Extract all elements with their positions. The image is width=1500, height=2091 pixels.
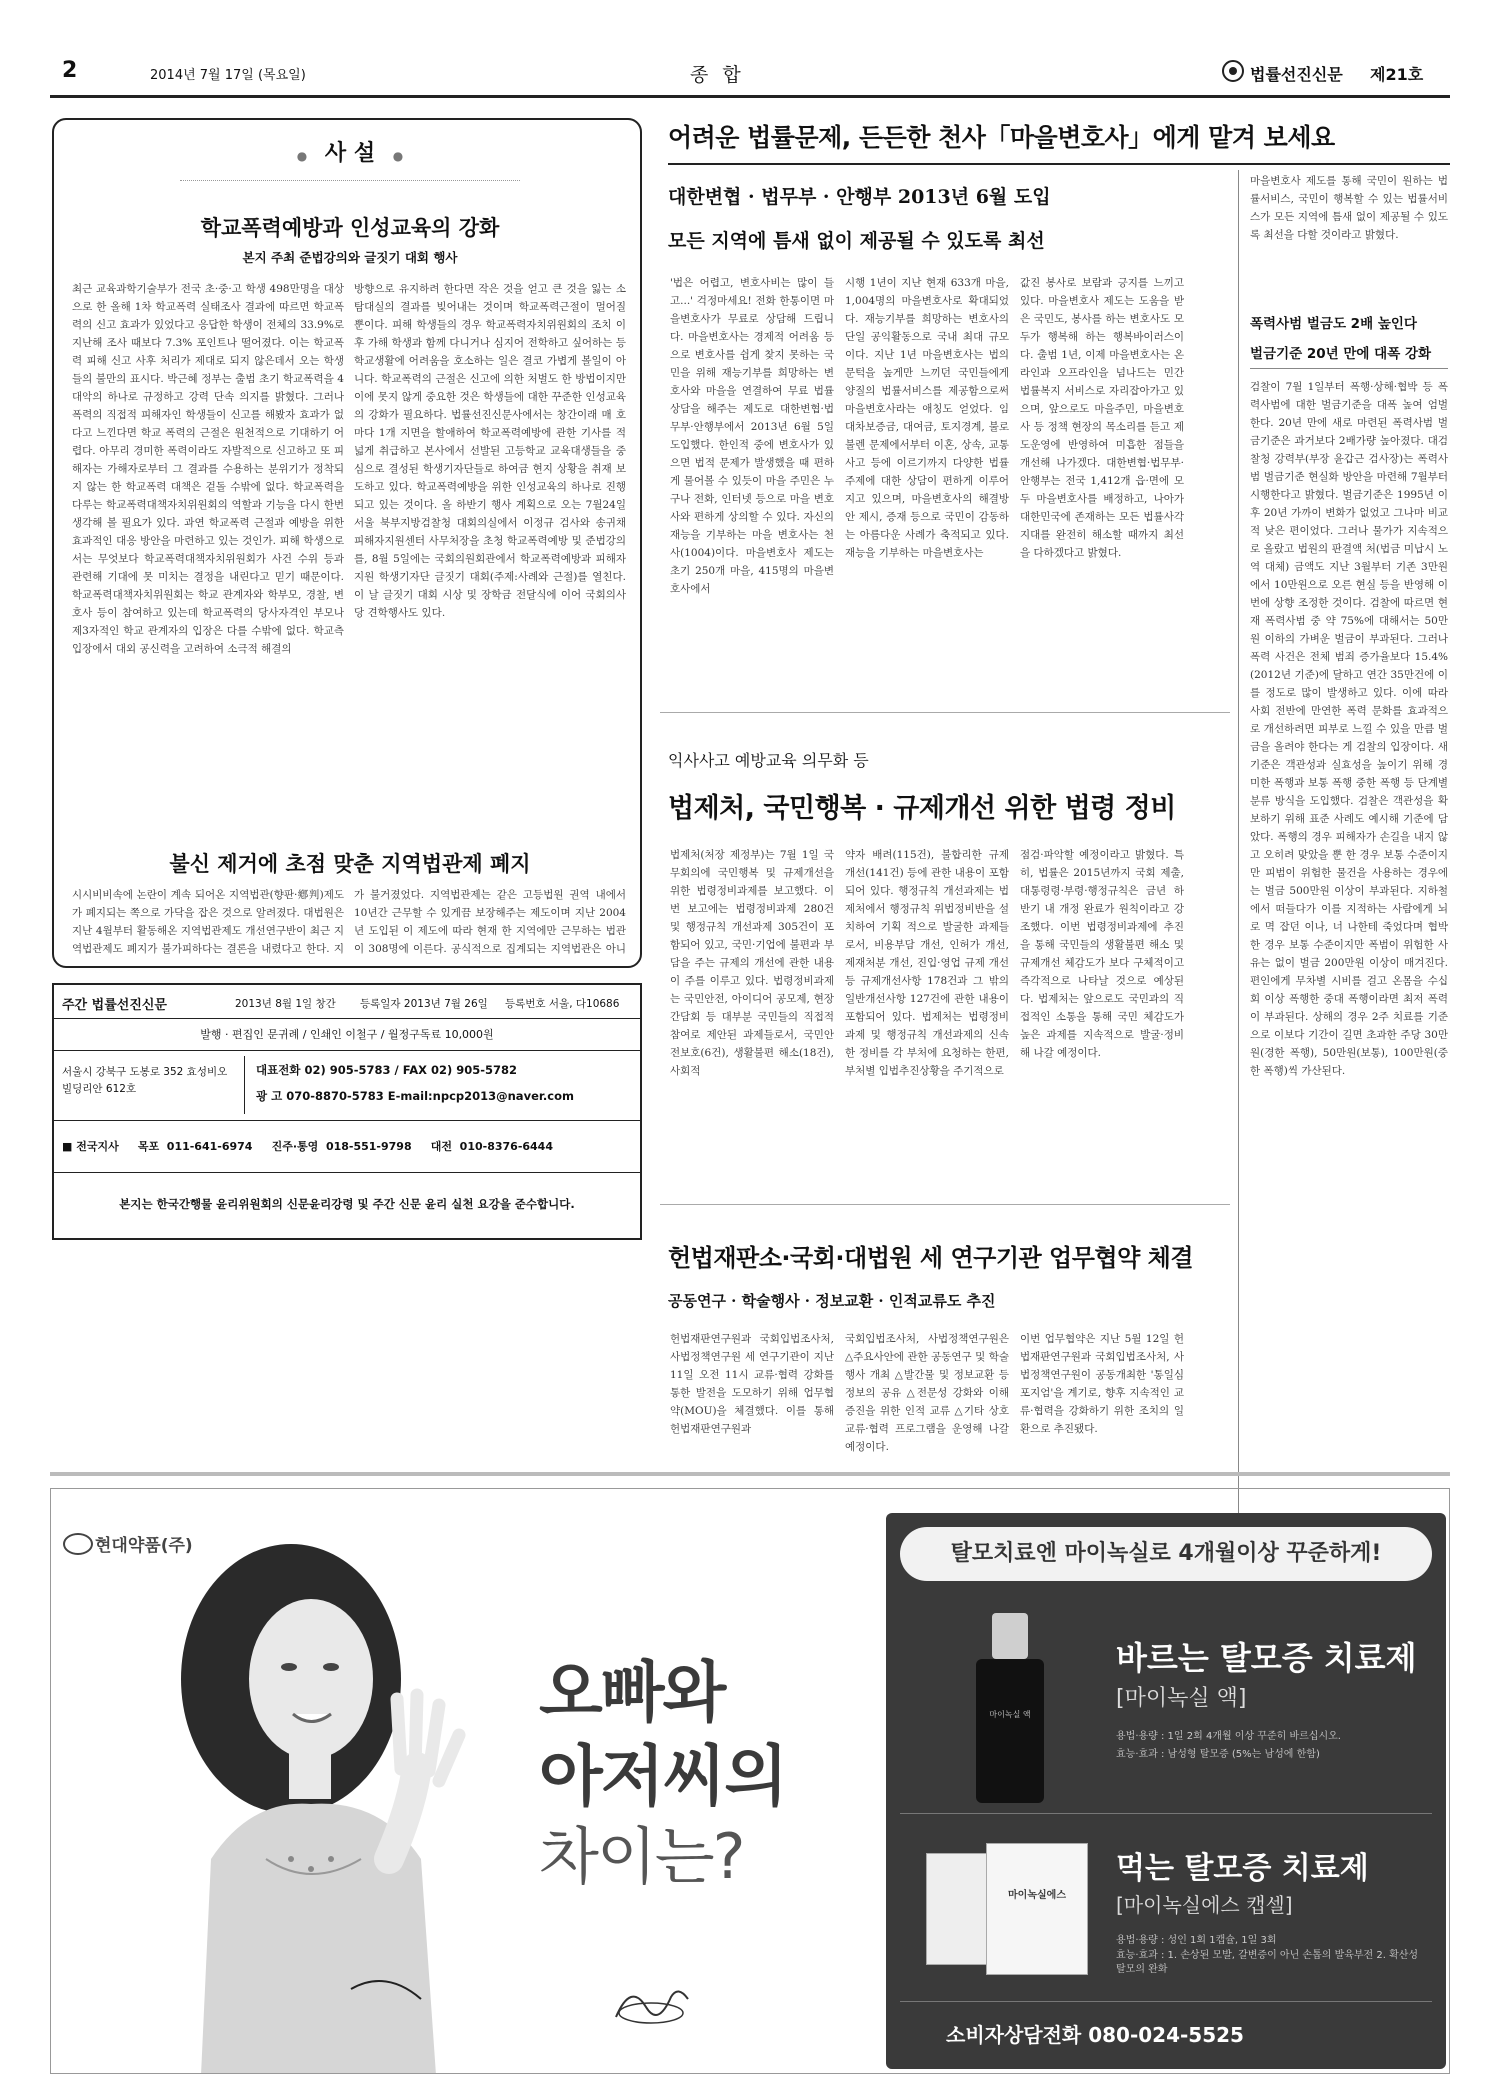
imprint-staff: 발행 · 편집인 문귀례 / 인쇄인 이철구 / 월정구독료 10,000원 <box>200 1028 494 1041</box>
product2-effect: 효능·효과 : 1. 손상된 모발, 갈변증이 아닌 손톱의 발육부전 2. 확산성 탈모의 완화 <box>1116 1950 1419 1975</box>
article1-col-4: 마을변호사 제도를 통해 국민이 원하는 법률서비스, 국민이 행복할 수 있는 법률서비스가 모든 지역에 틈새 없이 제공될 수 있도록 최선을 다할 것이라고 밝혔다. <box>1250 175 1448 241</box>
capsule-box-2 <box>986 1843 1088 1975</box>
product1-name: [마이녹실 액] <box>1116 1686 1247 1711</box>
ad-top-rule <box>50 1472 1450 1476</box>
product2-title: 먹는 탈모증 치료제 <box>1116 1851 1369 1886</box>
editorial-badge-label: 사 설 <box>324 140 376 166</box>
imprint-founded: 2013년 8월 1일 창간 <box>235 998 336 1010</box>
imprint-rule-2 <box>52 1050 642 1051</box>
page-number: 2 <box>62 58 78 83</box>
article1-col-3: 값진 봉사로 보람과 긍지를 느끼고 있다. 마을변호사 제도는 도움을 받은 국민도, 봉사를 하는 변호사도 모두가 행복해 하는 행복바이러스이다. 출범 1년, 이제 마을변호사는 온라인과 오프라인을 넘나드는 민간 법률복지 서비스로 자리잡아가고 있으며, 앞으로도 마을주민, 마을변호사 등 정책 현장의 목소리를 듣고 제도운영에 반영하여 미흡한 점들을 개선해 나가겠다. 대한변협·법무부·안행부는 전국 1,412개 읍·면에 모두 마을변호사를 배정하고, 나아가 대한민국에 존재하는 모든 법률사각지대를 완전히 해소할 때까지 최선을 다하겠다고 밝혔다. <box>1020 277 1184 559</box>
paper-logo-icon <box>1222 60 1244 82</box>
signature-mark <box>606 1977 696 2037</box>
side-column-divider <box>1238 170 1239 1660</box>
article2-headline: 법제처, 국민행복 · 규제개선 위한 법령 정비 <box>668 793 1176 824</box>
product2-usage: 용법·용량 : 성인 1회 1캡슐, 1일 3회 <box>1116 1935 1277 1946</box>
bottle-label: 마이녹실 액 <box>989 1710 1031 1719</box>
article2-bottom-rule <box>660 1204 1230 1205</box>
imprint-rule-3 <box>52 1120 642 1121</box>
imprint-paper: 주간 법률선진신문 <box>62 998 167 1013</box>
imprint-branches: ■ 전국지사 목포 011-641-6974 진주·통영 018-551-9798 대전 010-8376-6444 <box>62 1140 553 1153</box>
model-portrait <box>171 1529 501 2074</box>
side-head-2: 벌금기준 20년 만에 대폭 강화 <box>1250 346 1432 362</box>
side-head-rule <box>1250 368 1448 369</box>
article1-rule <box>668 163 1450 165</box>
article3-col-3: 이번 업무협약은 지난 5월 12일 헌법재판연구원과 국회입법조사처, 사법정책연구원이 공동개최한 '통일심포지엄'을 계기로, 향후 지속적인 교류·협력을 강화하기 위한 조치의 일환으로 추진됐다. <box>1020 1333 1184 1435</box>
article2-col-3: 점검·파악할 예정이라고 밝혔다. 특히, 법률은 2015년까지 국회 제출, 대통령령·부령·행정규칙은 금년 하반기 내 개정 완료가 원칙이라고 강조했다. 이번 법령정비과제에 추진을 통해 국민들의 생활불편 해소 및 규제개선 체감도가 보다 구체적이고 즉각적으로 나타날 것으로 예상된다. 법제처는 앞으로도 국민과의 직접적인 소통을 통해 국민 체감도가 높은 과제를 지속적으로 발굴·정비해 나갈 예정이다. <box>1020 849 1184 1059</box>
article3-sub: 공동연구 · 학술행사 · 정보교환 · 인적교류도 추진 <box>668 1292 996 1310</box>
product1-title: 바르는 탈모증 치료제 <box>1116 1639 1417 1677</box>
article1-col-1: '법은 어렵고, 변호사비는 많이 들고...' 걱정마세요! 전화 한통이면 마을변호사가 무료로 상담해 드립니다. 마을변호사는 경제적 어려움 등으로 변호사를 쉽게 찾지 못하는 국민을 위해 재능기부를 희망하는 변호사와 마을을 연결하여 무료 법률상담을 해주는 제도로 대한변협·법무부·안행부에서 2013년 6월 5일 도입했다. 한인적 중에 변호사가 있으면 법적 문제가 발생했을 때 편하게 물어볼 수 있듯이 마을 주민은 누구나 전화, 인터넷 등으로 마을 변호사와 편하게 상의할 수 있다. 자신의 재능을 기부하는 마을 변호사는 천사(1004)이다. 마을변호사 제도는 초기 250개 마을, 415명의 마을변호사에서 <box>670 277 834 595</box>
section-name: 종 합 <box>690 64 745 86</box>
editorial-col-4: 가 불거졌었다. 지역법관제는 같은 고등법원 권역 내에서 10년간 근무할 수 있게끔 보장해주는 제도이며 지난 2004년 도입된 이 제도에 따라 현재 한 지역에만 근무하는 법관이 308명에 이른다. 공식적으로 집계되는 지역법관은 아니 <box>354 889 626 955</box>
ad-headline-3: 차이는? <box>539 1820 744 1893</box>
lotion-bottle <box>976 1613 1044 1803</box>
editorial-col-2: 방향으로 유지하려 한다면 작은 것을 얻고 큰 것을 잃는 소탐대실의 결과를 빚어내는 것이며 학교폭력근절이 멀어질 뿐이다. 피해 학생들의 경우 학교폭력자치위원회의 조치 이후 가해 학생과 함께 다니거나 심지어 전학하고 싶어하는 등 학교생활에 어려움을 호소하는 일은 결코 가볍게 볼일이 아니다. 학교폭력의 근절은 신고에 의한 처벌도 한 방법이지만 이에 못지 않게 중요한 것은 학생들에 대한 꾸준한 인성교육의 강화가 필요하다. 법률선진신문사에서는 창간이래 매 호마다 1개 지면을 할애하여 학교폭력예방에 관한 기사를 적 넓게 취급하고 본사에서 선발된 고등학교 교육대생들을 중심으로 결성된 학생기자단들로 하여금 현지 상황을 취재 보도하고 있다. 학교폭력예방을 위한 인성교육의 하나로 진행되고 있는 것이다. 올 하반기 행사 계획으로 오는 7월24일 서울 북부지방검찰청 대회의실에서 이정규 검사와 송귀채 피해자지원센터 사무처장을 초청 학교폭력예방 및 준법강의를, 8월 5일에는 국회의원회관에서 학교폭력예방과 피해자지원 학생기자단 글짓기 대회(주제:사례와 근절)를 열친다. 이 날 글짓기 대회 시상 및 장학금 전달식에 이어 국회의사당 견학행사도 있다. <box>354 283 626 619</box>
imprint-reg-no: 등록번호 서울, 다10686 <box>505 998 620 1010</box>
article3-headline: 헌법재판소·국회·대법원 세 연구기관 업무협약 체결 <box>668 1244 1194 1272</box>
imprint-rule-4 <box>52 1172 642 1173</box>
issue-number: 제21호 <box>1370 65 1424 84</box>
ad-hotline: 소비자상담전화 080-024-5525 <box>946 2023 1244 2047</box>
issue-date: 2014년 7월 17일 (목요일) <box>150 68 306 83</box>
product-panel <box>886 1513 1446 2069</box>
article2-col-1: 법제처(처장 제정부)는 7월 1일 국무회의에 국민행복 및 규제개선을 위한 법령정비과제를 보고했다. 이번 보고에는 법령정비과제 280건 및 행정규칙 개선과제 305건이 포함되어 있고, 국민·기업에 불편과 부담을 주는 규제의 개선에 관한 내용이 주를 이루고 있다. 법령정비과제는 국민안전, 아이디어 공모제, 현장간담회 등 대부분 국민들의 직접적 참여로 제안된 과제들로서, 국민안전보호(6건), 생활불편 해소(18건), 사회적 <box>670 849 834 1077</box>
ad-company: 현대약품(주) <box>95 1536 193 1556</box>
imprint-rule-1 <box>52 1018 642 1019</box>
product1-usage: 용법·용량 : 1일 2회 4개월 이상 꾸준히 바르십시오. <box>1116 1731 1341 1742</box>
editorial-title-2: 불신 제거에 초점 맞춘 지역법관제 폐지 <box>169 851 531 876</box>
article1-sub-1: 대한변협 · 법무부 · 안행부 2013년 6월 도입 <box>668 186 1051 208</box>
product1-effect: 효능·효과 : 남성형 탈모증 (5%는 남성에 한함) <box>1116 1749 1320 1760</box>
product2-name: [마이녹실에스 캡셀] <box>1116 1893 1293 1917</box>
ad-banner <box>900 1527 1432 1581</box>
advertisement <box>50 1488 1450 2074</box>
ad-banner-text: 탈모치료엔 마이녹실로 4개월이상 꾸준하게! <box>950 1541 1382 1566</box>
imprint-ethics: 본지는 한국간행물 윤리위원회의 신문윤리강령 및 주간 신문 윤리 실천 요강을 준수합니다. <box>119 1197 575 1211</box>
badge-rule <box>180 180 520 181</box>
editorial-subtitle-1: 본지 주최 준법강의와 글짓기 대회 행사 <box>242 250 458 265</box>
side-head-1: 폭력사범 벌금도 2배 높인다 <box>1250 316 1417 332</box>
editorial-col-3: 시시비비속에 논란이 계속 되어온 지역법관(향판·鄕判)제도가 폐지되는 쪽으로 가닥을 잡은 것으로 알려졌다. 대법원은 지난 4월부터 활동해온 지역법관제도 개선연구반이 최근 지역법관제도 폐지가 불가피하다는 결론을 내렸다고 한다. 지 <box>72 889 344 955</box>
ad-headline-1: 오빠와 <box>539 1654 725 1731</box>
editorial-col-1: 최근 교육과학기술부가 전국 초·중·고 학생 498만명을 대상으로 한 올해 1차 학교폭력 실태조사 결과에 따르면 학교폭력의 신고 효과가 있었다고 응답한 학생이 전체의 33.9%로 지난해 조사 때보다 7.3% 포인트나 떨어졌다. 이는 학교폭력 피해 신고 사후 처리가 제대로 되지 않은데서 오는 학생들의 불만의 표시다. 박근혜 정부는 출범 초기 학교폭력을 4대악의 하나로 규정하고 강력 단속 의지를 밝혔다. 그러나 폭력의 직접적 피해자인 학생들이 신고를 해봤자 효과가 없다고 느낀다면 학교 폭력의 근절은 원천적으로 기대하기 어렵다. 아무리 경미한 폭력이라도 자발적으로 신고하고 또 피해자는 가해자로부터 그 결과를 수용하는 분위기가 정착되지 않는 한 학교폭력 대책은 겉돌 수밖에 없다. 학교폭력을 다루는 학교폭력대책자치위원회의 역할과 기능을 다시 한번 생각해 볼 필요가 있다. 과연 학교폭력 근절과 예방을 위한 효과적인 대응 방안을 마련하고 있는 것인가. 피해 학생으로서는 무엇보다 학교폭력대책자치위원회가 사건 수위 등과 관련해 기대에 못 미치는 결정을 내린다고 믿기 때문이다. 학교폭력대책자치위원회는 학교 관계자와 학부모, 경찰, 변호사 등이 참여하고 있는데 학교폭력의 당사자격인 부모나 제3자적인 학교 관계자의 입장은 다를 수밖에 없다. 학교측 입장에서 대외 공신력을 고려하여 소극적 해결의 <box>72 283 344 655</box>
article1-col-2: 시행 1년이 지난 현재 633개 마을, 1,004명의 마을변호사로 확대되었다. 재능기부를 희망하는 변호사의 단일 공익활동으로 국내 최대 규모이다. 지난 1년 마을변호사는 법의 문턱을 높게만 느끼던 국민들에게 양질의 법률서비스를 제공함으로써 마을변호사라는 애칭도 얻었다. 임대차보증금, 대여금, 토지경계, 불로불렌 문제에서부터 이혼, 상속, 교통사고 등에 이르기까지 다양한 법률주제에 대한 상담이 편하게 이루어지고 있으며, 마을변호사의 해결방안 제시, 증재 등으로 국민이 감동하는 아름다운 사례가 축적되고 있다. 재능을 기부하는 마을변호사는 <box>845 277 1009 559</box>
product-divider <box>900 1813 1432 1814</box>
imprint-phone: 대표전화 02) 905-5783 / FAX 02) 905-5782 <box>256 1063 518 1077</box>
article2-kicker: 익사사고 예방교육 의무화 등 <box>668 751 869 770</box>
capsule-box-label: 마이녹실에스 <box>1008 1890 1066 1901</box>
editorial-title-1: 학교폭력예방과 인성교육의 강화 <box>200 215 500 240</box>
article1-headline: 어려운 법률문제, 든든한 천사「마을변호사」에게 맡겨 보세요 <box>668 123 1335 152</box>
imprint-divider <box>244 1056 245 1114</box>
article2-col-2: 약자 배려(115건), 불합리한 규제 개선(141건) 등에 관한 내용이 포함되어 있다. 행정규칙 개선과제는 법제처에서 행정규칙 위법정비반을 설치하여 기획 적으로 발굴한 과제들로서, 비용부담 개선, 인허가 개선, 제재처분 개선, 진입·영업 규제 개선 등 규제개선사항 178건과 그 밖의 일반개선사항 127건에 관한 내용이 포함되어 있다. 법제처는 법령정비과제 및 행정규칙 개선과제의 신속한 정비를 각 부처에 요청하는 한편, 부처별 입법추진상황을 주기적으로 <box>845 849 1009 1077</box>
imprint-ad: 광 고 070-8870-5783 E-mail:npcp2013@naver.com <box>256 1089 574 1103</box>
side-body: 검찰이 7월 1일부터 폭행·상해·협박 등 폭력사범에 대한 벌금기준을 대폭 높여 엄벌한다. 20년 만에 새로 마련된 폭력사범 벌금기준은 과거보다 2배가량 높아졌다. 대검찰청 강력부(부장 윤갑근 검사장)는 폭력사범 벌금기준 현실화 방안을 마련해 7월부터 시행한다고 밝혔다. 벌금기준은 1995년 이후 20년 가까이 변화가 없었고 그나마 비교적 낮은 편이었다. 그러나 물가가 지속적으로 올랐고 법원의 판결액 처(법금 미납시 노역 대체) 금액도 지난 3월부터 기존 3만원에서 10만원으로 오른 현실 등을 반영해 이번에 상향 조정한 것이다. 검찰에 따르면 현재 폭력사범 중 약 75%에 대해서는 50만원 이하의 가벼운 벌금이 부과된다. 그러나 폭력 사건은 전체 범죄 증가율보다 15.4%(2012년 기준)에 달하고 연간 35만건에 이를 정도로 많이 발생하고 있다. 이에 따라 사회 전반에 만연한 폭력 문화를 효과적으로 개선하려면 피부로 느낄 수 있을 만큼 벌금을 올려야 한다는 게 검찰의 입장이다. 새 기준은 객관성과 실효성을 높이기 위해 경미한 폭행과 보통 폭행 중한 폭행 등 단계별 분류 방식을 도입했다. 검찰은 객관성을 확보하기 위해 표준 사례도 예시해 기준에 담았다. 폭행의 경우 피해자가 손길을 내지 않고 오히려 맞았을 뿐 한 경우 보통 수준이지만 피범이 위험한 물건을 사용하는 경우에는 벌금 500만원 이상이 부과된다. 지하철에서 떠들다가 이를 지적하는 사람에게 뇌로 멱 잡던 이나, 너 나한테 죽었다며 협박한 경우 보통 수준이지만 폭범이 위험한 사유는 없이 벌금 200만원 이상이 매겨진다. 편인에게 무차별 시비를 걸고 온몸을 수십 회 이상 폭행한 중대 폭행이라면 최저 폭력이 부과된다. 상해의 경우 2주 치료를 기준으로 이보다 기간이 길면 초과한 주당 30만원(경한 폭행), 50만원(보통), 100만원(중한 폭행)씩 가산된다. <box>1250 381 1448 1077</box>
company-logo-icon <box>63 1533 93 1555</box>
imprint-address: 서울시 강북구 도봉로 352 효성비오빌딩리안 612호 <box>62 1066 228 1095</box>
editorial-badge: ● 사 설 ● <box>296 140 404 166</box>
masthead-rule <box>50 95 1450 98</box>
paper-name: 법률선진신문 <box>1250 65 1343 84</box>
imprint-registered: 등록일자 2013년 7월 26일 <box>360 998 488 1010</box>
hotline-divider <box>900 2001 1432 2002</box>
article3-col-2: 국회입법조사처, 사법정책연구원은 △주요사안에 관한 공동연구 및 학술행사 개최 △발간물 및 정보교환 등 정보의 공유 △전문성 강화와 이해 증진을 위한 인적 교류 △기타 상호 교류·협력 프로그램을 운영해 나갈 예정이다. <box>845 1333 1009 1453</box>
article3-col-1: 헌법재판연구원과 국회입법조사처, 사법정책연구원 세 연구기관이 지난 11일 오전 11시 교류·협력 강화를 통한 발전을 도모하기 위해 업무협약(MOU)을 체결했다. 이를 통해 헌법재판연구원과 <box>670 1333 834 1435</box>
article1-sub-2: 모든 지역에 틈새 없이 제공될 수 있도록 최선 <box>668 230 1045 252</box>
article1-bottom-rule <box>660 712 1230 713</box>
ad-headline-2: 아저씨의 <box>539 1738 787 1815</box>
